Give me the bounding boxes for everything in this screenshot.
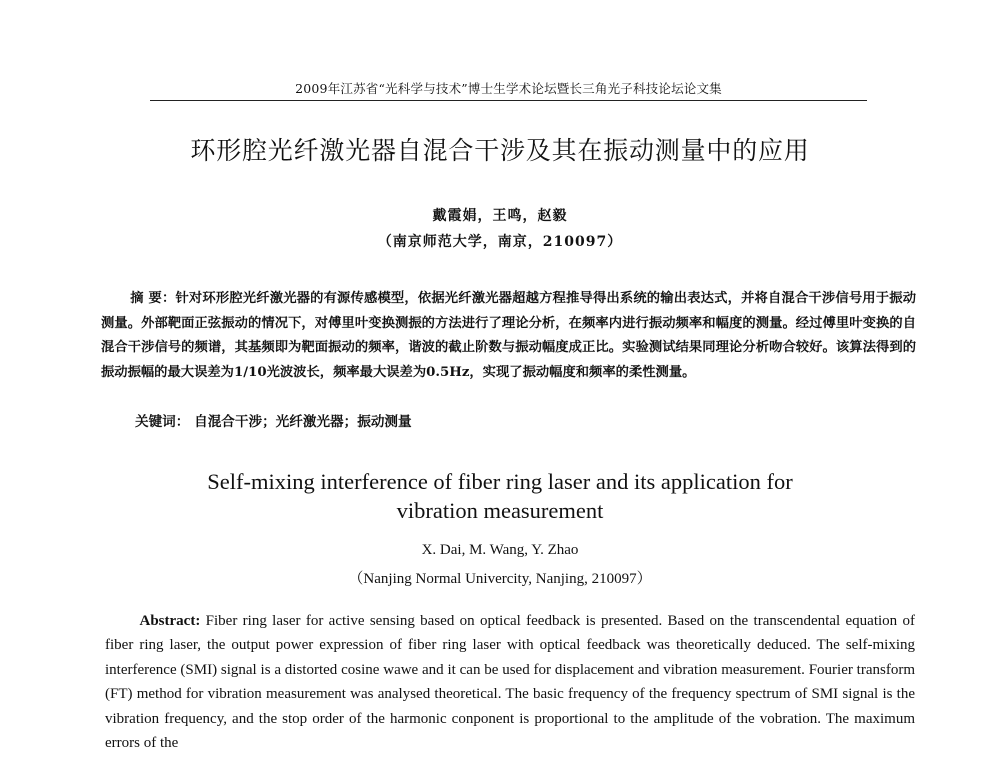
english-title [0,467,1000,525]
chinese-abstract-label: 摘 要： [130,291,176,306]
english-abstract-text: Fiber ring laser for active sensing based on optical feedback is presented. Based on the transcendental equation of fiber ring laser, the output power expression of fiber ring laser with optical feedback was theoretically deduced. The self-mixing interference (SMI) signal is a distorted cosine wawe and it can be used for displacement and vibration measurement. Fourier transform (FT) method for vibration measurement was analysed theoretical. The basic frequency of the frequency spectrum of SMI signal is the vibration frequency, and the stop order of the harmonic conponent is proportional to the amplitude of the vobration. The maximum errors of the [105,613,916,752]
english-abstract [105,609,915,755]
english-title-line2: vibration measurement [396,498,604,523]
english-title-line1: Self-mixing interference of fiber ring laser and its application for [207,469,793,494]
english-abstract-label: Abstract: [139,613,201,629]
chinese-keywords-text: 自混合干涉；光纤激光器；振动测量 [194,414,412,430]
chinese-abstract-text: 针对环形腔光纤激光器的有源传感模型，依据光纤激光器超越方程推导得出系统的输出表达式，并将自混合干涉信号用于振动测量。外部靶面正弦振动的情况下，对傅里叶变换测振的方法进行了理论分析，在频率内进行振动频率和幅度的测量。经过傅里叶变换的自混合干涉信号的频谱，其基频即为靶面振动的频率，谐波的截止阶数与振动幅度成正比。实验测试结果同理论分析吻合较好。该算法得到的振动振幅的最大误差为1/10光波波长，频率最大误差为0.5Hz，实现了振动幅度和频率的柔性测量。 [101,291,916,380]
chinese-affiliation: （南京师范大学，南京，210097） [377,234,623,250]
english-affiliation: （Nanjing Normal Univercity, Nanjing, 210097） [348,571,652,587]
chinese-keywords-label: 关键词： [135,414,190,430]
chinese-title: 环形腔光纤激光器自混合干涉及其在振动测量中的应用 [190,136,810,165]
running-header: 2009年江苏省“光科学与技术”博士生学术论坛暨长三角光子科技论坛论文集 [150,79,867,101]
english-authors: X. Dai, M. Wang, Y. Zhao [421,542,579,558]
chinese-authors: 戴霞娟，王鸣，赵毅 [432,208,568,224]
chinese-keywords [135,410,915,434]
chinese-abstract [101,287,916,385]
